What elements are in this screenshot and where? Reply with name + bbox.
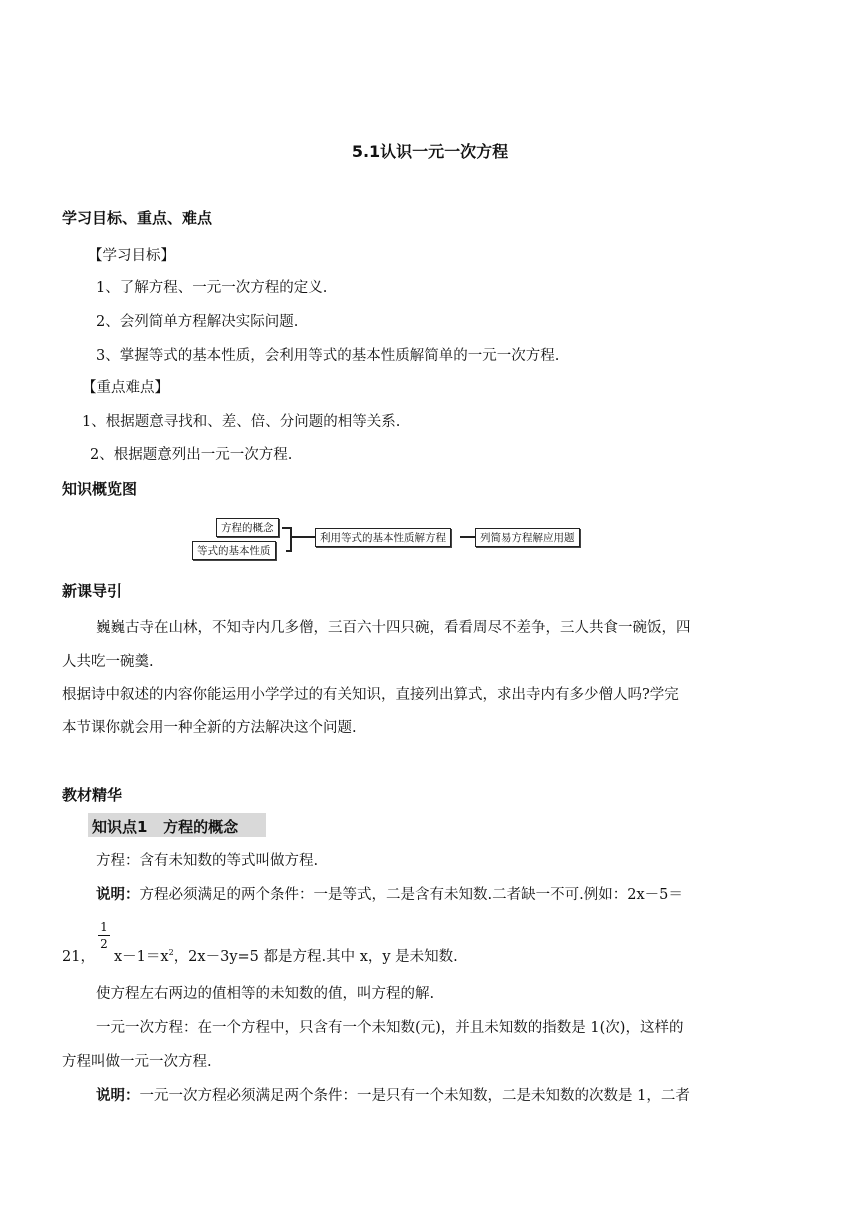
goal-1: 1、了解方程、一元一次方程的定义. xyxy=(96,280,328,296)
intro-heading: 新课导引 xyxy=(62,582,123,600)
flow-connector xyxy=(460,536,476,538)
solution-definition: 使方程左右两边的值相等的未知数的值，叫方程的解. xyxy=(96,986,435,1002)
goal-3: 3、掌握等式的基本性质，会利用等式的基本性质解简单的一元一次方程. xyxy=(96,348,560,364)
flow-connector xyxy=(291,536,315,538)
flow-box-properties: 等式的基本性质 xyxy=(192,541,276,560)
key-1: 1、根据题意寻找和、差、倍、分问题的相等关系. xyxy=(82,414,401,430)
flow-box-solve: 利用等式的基本性质解方程 xyxy=(315,528,451,547)
knowledge-point-1 xyxy=(88,813,266,837)
overview-heading: 知识概览图 xyxy=(62,480,138,498)
equation-example-rest: ，2x－3y=5 都是方程.其中 x，y 是未知数. xyxy=(173,949,458,965)
note-1-line-2 xyxy=(114,945,458,966)
intro-line-3: 根据诗中叙述的内容你能运用小学学过的有关知识，直接列出算式，求出寺内有多少僧人吗?学完 xyxy=(62,687,679,703)
fraction-one-half xyxy=(98,920,110,951)
note-1-text: 方程必须满足的两个条件：一是等式，二是含有未知数.二者缺一不可.例如：2x－5＝ xyxy=(139,887,683,903)
note-1 xyxy=(96,883,683,904)
note-1-label: 说明： xyxy=(96,887,140,903)
key-label: 【重点难点】 xyxy=(82,380,169,396)
equation-definition: 方程：含有未知数的等式叫做方程. xyxy=(96,853,319,869)
note-2-label: 说明： xyxy=(96,1088,140,1104)
intro-line-4: 本节课你就会用一种全新的方法解决这个问题. xyxy=(62,720,357,736)
goals-heading: 学习目标、重点、难点 xyxy=(62,209,213,227)
essence-heading: 教材精华 xyxy=(62,786,123,804)
linear-definition-2: 方程叫做一元一次方程. xyxy=(62,1054,212,1070)
equation-example: x－1＝x xyxy=(114,949,169,965)
note-2 xyxy=(96,1084,690,1105)
flow-box-concept: 方程的概念 xyxy=(216,518,279,537)
flow-box-apply: 列简易方程解应用题 xyxy=(475,528,580,547)
fraction-denominator: 2 xyxy=(100,937,108,951)
knowledge-point-1-label: 知识点1 方程的概念 xyxy=(92,818,239,836)
page-title: 5.1认识一元一次方程 xyxy=(351,142,509,161)
linear-definition-1: 一元一次方程：在一个方程中，只含有一个未知数(元)，并且未知数的指数是 1(次)，这样的 xyxy=(96,1020,684,1036)
goals-label: 【学习目标】 xyxy=(88,248,175,264)
flow-connector xyxy=(286,550,292,552)
intro-line-1: 巍巍古寺在山林，不知寺内几多僧，三百六十四只碗，看看周尽不差争，三人共食一碗饭，四 xyxy=(96,620,691,636)
note-2-text: 一元一次方程必须满足两个条件：一是只有一个未知数，二是未知数的次数是 1，二者 xyxy=(139,1088,690,1104)
exponent: 2 xyxy=(168,948,174,958)
goal-2: 2、会列简单方程解决实际问题. xyxy=(96,314,299,330)
knowledge-flowchart xyxy=(192,514,592,564)
key-2: 2、根据题意列出一元一次方程. xyxy=(90,447,293,463)
intro-line-2: 人共吃一碗羹. xyxy=(62,654,154,670)
note-1-line-2a: 21， xyxy=(62,949,95,965)
flow-connector xyxy=(290,527,292,551)
fraction-numerator: 1 xyxy=(100,920,108,934)
